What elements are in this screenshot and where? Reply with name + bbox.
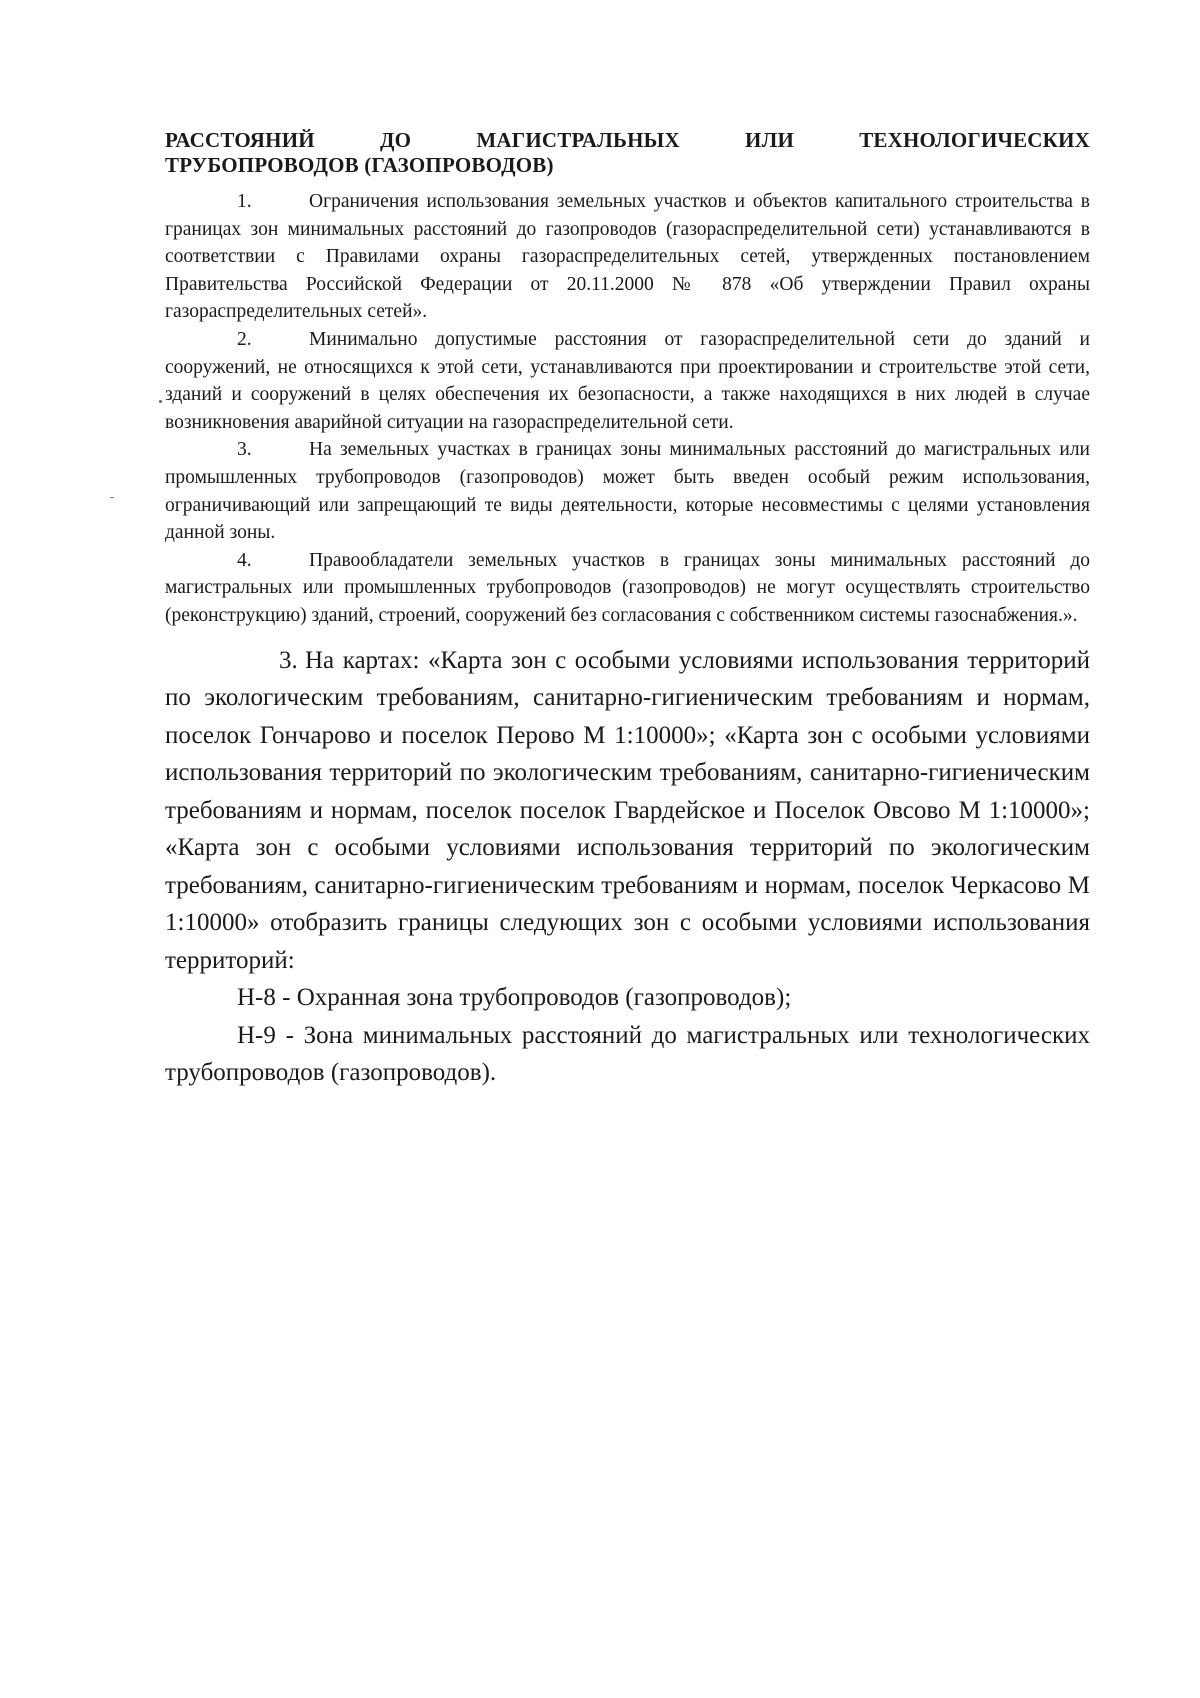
item-text: Правообладатели земельных участков в границах зоны минимальных расстояний до магистральных или промышленных трубопроводов (газопроводов) не могут осуществлять строительство (реконструкцию) зданий, строений, сооружений без согласования с собственником системы газоснабжения.». (165, 549, 1090, 626)
item-number: 2. (237, 328, 252, 350)
scan-dot (159, 400, 162, 403)
item-text: На земельных участках в границах зоны минимальных расстояний до магистральных или промышленных трубопроводов (газопроводов) может быть введен особый режим использования, ограничивающий или запрещающий те виды деятельности, которые несовместимы с целями установления данной зоны. (165, 439, 1090, 544)
item-text: Минимально допустимые расстояния от газораспределительной сети до зданий и сооружений, не относящихся к этой сети, устанавливаются при проектировании и строительстве этой сети, зданий и сооружений в целях обеспечения их безопасности, а также находящихся в них людей в случае возникновения аварийной ситуации на газораспределительной сети. (165, 328, 1090, 433)
main-paragraph (165, 642, 1090, 980)
list-item (165, 547, 1090, 630)
list-item (165, 436, 1090, 546)
document-body (165, 128, 1090, 1092)
scan-mark (110, 497, 114, 498)
item-text: Ограничения использования земельных участков и объектов капитального строительства в границах зон минимальных расстояний до газопроводов (газораспределительной сети) устанавливаются в соответствии с Правилами охраны газораспределительных сетей, утвержденных постановлением Правительства Российской Федерации от 20.11.2000 № 878 «Об утверждении Правил охраны газораспределительных сетей». (165, 191, 1090, 323)
main-number: 3. (279, 646, 298, 674)
item-number: 3. (237, 439, 252, 461)
section-heading (165, 128, 1090, 178)
list-item (165, 188, 1090, 326)
heading-line-2: ТРУБОПРОВОДОВ (ГАЗОПРОВОДОВ) (165, 153, 554, 177)
numbered-list (165, 188, 1090, 630)
main-text: На картах: «Карта зон с особыми условиями использования территорий по экологическим требованиям, санитарно-гигиеническим требованиям и нормам, поселок Гончарово и поселок Перово М 1:10000»; «Карта зон с особыми условиями использования территорий по экологическим требованиям, санитарно-гигиеническим требованиям и нормам, поселок поселок Гвардейское и Поселок Овсово М 1:10000»; «Карта зон с особыми условиями использования территорий по экологическим требованиям, санитарно-гигиеническим требованиям и нормам, поселок Черкасово М 1:10000» отобразить границы следующих зон с особыми условиями использования территорий: (165, 646, 1090, 974)
main-section (165, 642, 1090, 1092)
zone-item-h9: Н-9 - Зона минимальных расстояний до магистральных или технологических трубопроводов (газопроводов). (165, 1021, 1090, 1086)
item-number: 1. (237, 191, 252, 212)
zone-item-h8: Н-8 - Охранная зона трубопроводов (газопроводов); (237, 984, 792, 1011)
item-number: 4. (237, 549, 252, 571)
heading-line-1: РАССТОЯНИЙ ДО МАГИСТРАЛЬНЫХ ИЛИ ТЕХНОЛОГИЧЕСКИХ (165, 128, 1090, 152)
list-item (165, 326, 1090, 436)
